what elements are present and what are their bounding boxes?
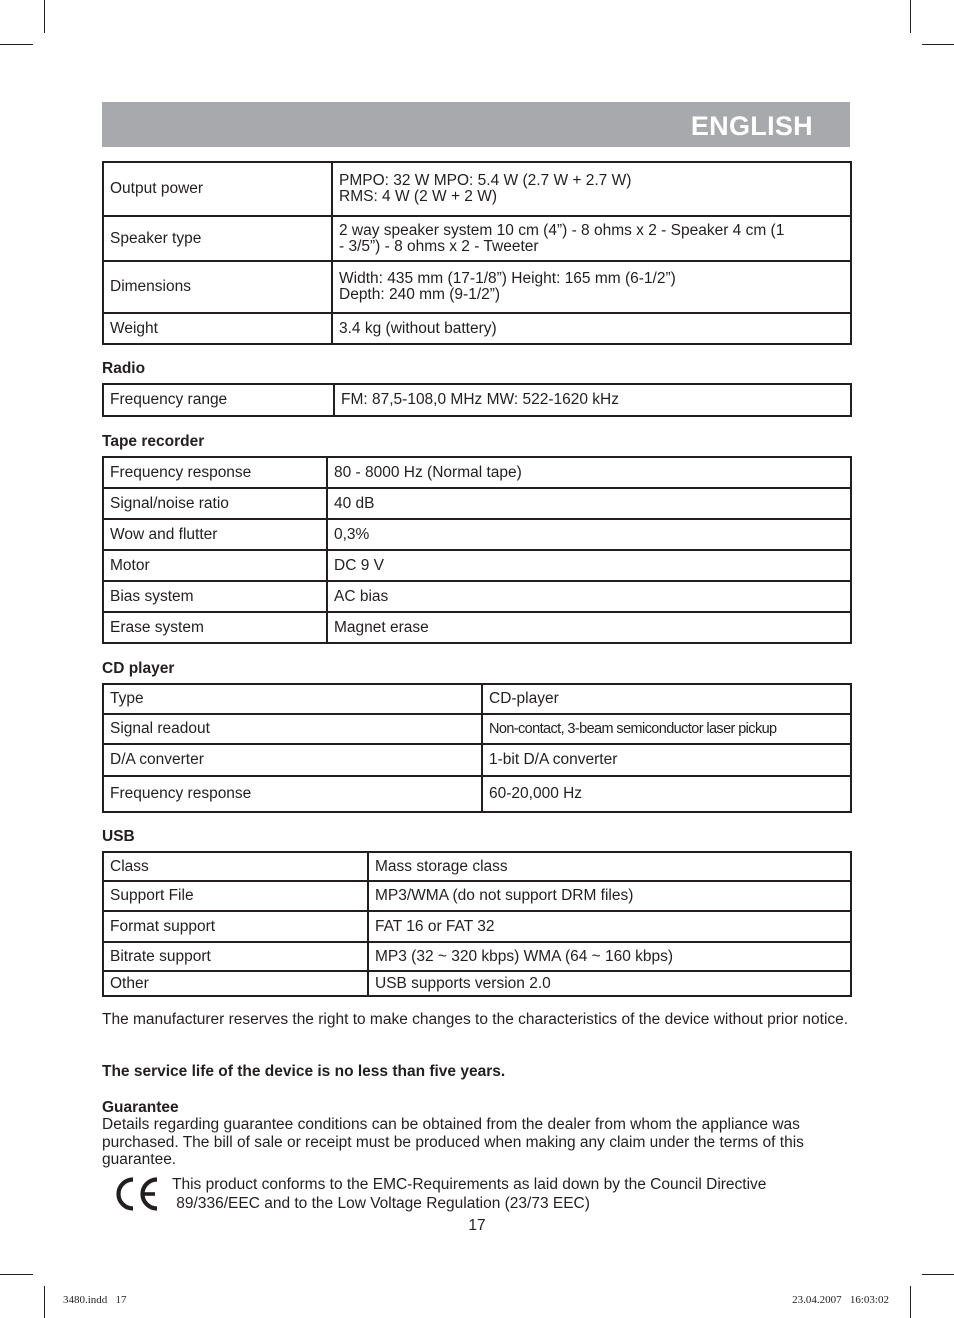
guarantee-text: Details regarding guarantee conditions can be obtained from the dealer from whom the appliance was purchased. The bill of sale or receipt must be produced when making any claim under the terms of this guarantee. — [102, 1116, 804, 1168]
guarantee-heading: Guarantee — [102, 1099, 179, 1116]
spec-label: Output power — [103, 162, 332, 216]
spec-value: AC bias — [327, 581, 851, 612]
table-row — [103, 942, 851, 971]
spec-value: DC 9 V — [327, 550, 851, 581]
crop-mark — [44, 1286, 45, 1318]
spec-label: Signal readout — [103, 714, 482, 744]
spec-label: Signal/noise ratio — [103, 488, 327, 519]
spec-label: Support File — [103, 881, 368, 911]
spec-label: Dimensions — [103, 261, 332, 313]
table-row — [103, 457, 851, 488]
crop-mark — [910, 1286, 911, 1318]
page-number: 17 — [468, 1217, 486, 1234]
spec-label: Bitrate support — [103, 942, 368, 971]
spec-label: Frequency response — [103, 457, 327, 488]
table-row — [103, 612, 851, 643]
spec-value: Mass storage class — [368, 852, 851, 881]
table-row — [103, 881, 851, 911]
page-title: ENGLISH — [690, 111, 813, 141]
spec-value: MP3 (32 ~ 320 kbps) WMA (64 ~ 160 kbps) — [368, 942, 851, 971]
radio-table — [102, 383, 852, 417]
tape-table — [102, 456, 852, 644]
spec-value: 1-bit D/A converter — [482, 744, 851, 776]
spec-label: Frequency response — [103, 776, 482, 812]
table-row — [103, 550, 851, 581]
table-row — [103, 384, 851, 416]
manufacturer-note: The manufacturer reserves the right to make changes to the characteristics of the device without prior notice. — [102, 1011, 849, 1028]
table-row — [103, 971, 851, 996]
table-row — [103, 313, 851, 344]
spec-label: Type — [103, 684, 482, 714]
spec-value: 40 dB — [327, 488, 851, 519]
crop-mark — [44, 0, 45, 33]
table-row — [103, 488, 851, 519]
spec-label: Speaker type — [103, 216, 332, 261]
table-row — [103, 581, 851, 612]
spec-value: 80 - 8000 Hz (Normal tape) — [327, 457, 851, 488]
crop-mark — [0, 1274, 33, 1275]
header-bar — [102, 102, 850, 147]
spec-value: 2 way speaker system 10 cm (4”) - 8 ohms x 2 - Speaker 4 cm (1 - 3/5”) - 8 ohms x 2 - Tweeter — [332, 216, 851, 261]
spec-value: PMPO: 32 W MPO: 5.4 W (2.7 W + 2.7 W) RMS: 4 W (2 W + 2 W) — [332, 162, 851, 216]
spec-value: 0,3% — [327, 519, 851, 550]
section-heading-usb: USB — [102, 828, 135, 845]
crop-mark — [922, 44, 954, 45]
table-row — [103, 519, 851, 550]
spec-value: FM: 87,5-108,0 MHz MW: 522-1620 kHz — [334, 384, 851, 416]
ce-conformity-text: This product conforms to the EMC-Requirements as laid down by the Council Directive 89/336/EEC and to the Low Voltage Regulation (23/73 EEC) — [172, 1176, 767, 1212]
slug-file-info: 3480.indd 17 — [63, 1294, 127, 1306]
crop-mark — [922, 1274, 954, 1275]
spec-value: USB supports version 2.0 — [368, 971, 851, 996]
table-row — [103, 261, 851, 313]
table-row — [103, 162, 851, 216]
table-row — [103, 911, 851, 942]
spec-value: MP3/WMA (do not support DRM files) — [368, 881, 851, 911]
spec-value: Width: 435 mm (17-1/8”) Height: 165 mm (6-1/2”) Depth: 240 mm (9-1/2”) — [332, 261, 851, 313]
ce-mark-icon — [113, 1176, 161, 1212]
spec-value: FAT 16 or FAT 32 — [368, 911, 851, 942]
table-row — [103, 714, 851, 744]
table-row — [103, 744, 851, 776]
spec-label: D/A converter — [103, 744, 482, 776]
table-row — [103, 776, 851, 812]
spec-label: Format support — [103, 911, 368, 942]
table-row — [103, 684, 851, 714]
crop-mark — [910, 0, 911, 33]
section-heading-tape: Tape recorder — [102, 433, 205, 450]
spec-value: Magnet erase — [327, 612, 851, 643]
spec-label: Erase system — [103, 612, 327, 643]
spec-label: Wow and flutter — [103, 519, 327, 550]
spec-label: Motor — [103, 550, 327, 581]
spec-value: 60-20,000 Hz — [482, 776, 851, 812]
spec-label: Class — [103, 852, 368, 881]
slug-timestamp: 23.04.2007 16:03:02 — [792, 1294, 889, 1306]
section-heading-cd: CD player — [102, 660, 175, 677]
spec-label: Frequency range — [103, 384, 334, 416]
crop-mark — [0, 44, 33, 45]
spec-value: Non-contact, 3-beam semiconductor laser pickup — [482, 714, 851, 744]
general-spec-table — [102, 161, 852, 345]
section-heading-radio: Radio — [102, 360, 146, 377]
table-row — [103, 216, 851, 261]
table-row — [103, 852, 851, 881]
spec-label: Weight — [103, 313, 332, 344]
service-life-note: The service life of the device is no less than five years. — [102, 1063, 506, 1080]
spec-value: CD-player — [482, 684, 851, 714]
spec-value: 3.4 kg (without battery) — [332, 313, 851, 344]
usb-table — [102, 851, 852, 997]
spec-label: Bias system — [103, 581, 327, 612]
cd-table — [102, 683, 852, 813]
spec-label: Other — [103, 971, 368, 996]
